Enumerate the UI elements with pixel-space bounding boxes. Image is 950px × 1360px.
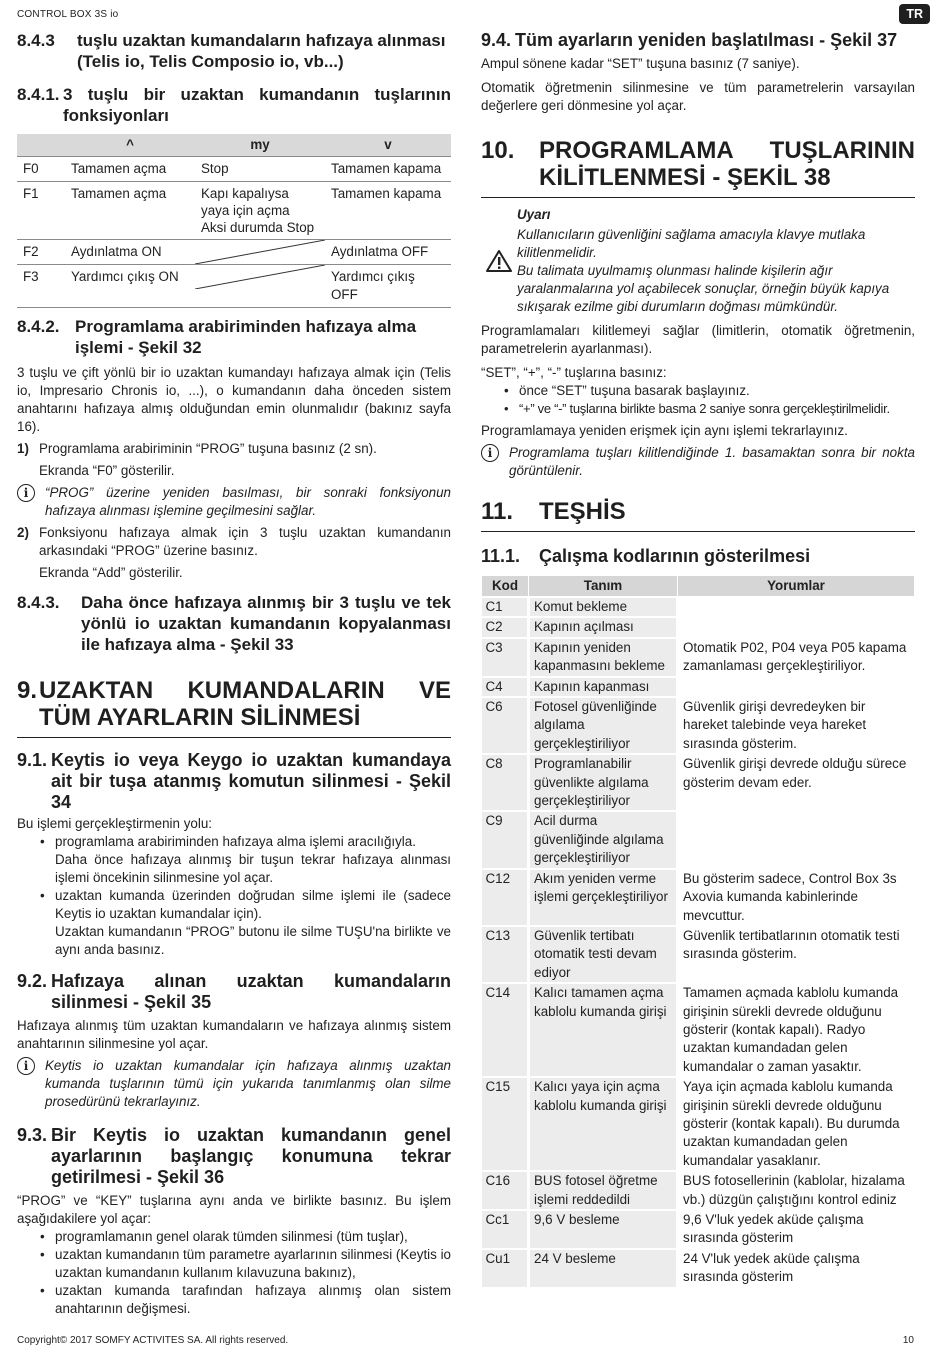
cell-t: 24 V besleme bbox=[529, 1249, 678, 1287]
step-2-result: Ekranda “Add” gösterilir. bbox=[39, 565, 183, 580]
cell-t: Acil durma güvenliğinde algılama gerçekleştiriliyor bbox=[529, 811, 678, 868]
heading-9-3: 9.3. Bir Keytis io uzaktan kumandanın genel ayarlarının başlangıç konumuna tekrar getirilmesi - Şekil 36 bbox=[17, 1125, 451, 1187]
cell-k: Cc1 bbox=[482, 1210, 529, 1249]
cell-t: Kalıcı tamamen açma kablolu kumanda girişi bbox=[529, 983, 678, 1077]
cell-t: 9,6 V besleme bbox=[529, 1210, 678, 1249]
table-row bbox=[482, 1171, 915, 1210]
cell-k: C1 bbox=[482, 597, 529, 617]
copyright: Copyright© 2017 SOMFY ACTIVITES SA. All rights reserved. bbox=[17, 1335, 289, 1346]
cell-c: Yaya için açmada kablolu kumanda girişinin sürekli devrede olduğunu gösterir (kontak kapalı). Bu durumda uzaktan kumandadan gelen kumandalar yasaklanır. bbox=[678, 1077, 915, 1171]
cell-c: BUS fotosellerinin (kablolar, hizalama vb.) düzgün çalıştığını kontrol ediniz bbox=[678, 1171, 915, 1210]
info-note: i Keytis io uzaktan kumandalar için hafızaya alınmış uzaktan kumanda tuşlarının tümü için yukarıda tanımlanmış olan silme prosedürünü tekrarlayınız. bbox=[17, 1057, 451, 1111]
cell-k: C14 bbox=[482, 983, 529, 1077]
paragraph: “PROG” ve “KEY” tuşlarına aynı anda ve birlikte basınız. Bu işlem aşağıdakilere yol açar: bbox=[17, 1193, 451, 1226]
list-item: • uzaktan kumandanın tüm parametre ayarlarının silinmesi (Keytis io uzaktan kumandanın kullanım kılavuzuna bakınız), bbox=[55, 1246, 451, 1282]
table-row bbox=[482, 638, 915, 677]
page-number: 10 bbox=[902, 1335, 914, 1346]
table-row bbox=[482, 811, 915, 868]
info-icon: i bbox=[17, 484, 35, 502]
table-header: v bbox=[325, 134, 451, 157]
bullet-list bbox=[481, 382, 915, 418]
heading-10: 10. PROGRAMLAMA TUŞLARININ KİLİTLENMESİ - ŞEKİL 38 bbox=[481, 137, 915, 198]
cell-t: Programlanabilir güvenlikte algılama gerçekleştiriliyor bbox=[529, 754, 678, 811]
table-row bbox=[482, 754, 915, 811]
heading-8-4-1: 8.4.1. 3 tuşlu bir uzaktan kumandanın tuşlarının fonksiyonları bbox=[17, 85, 451, 125]
table-header: Kod bbox=[482, 576, 529, 598]
list-item-continuation: Uzaktan kumandanın “PROG” butonu ile silme TUŞU'na birlikte ve aynı anda basınız. bbox=[55, 924, 451, 957]
cell-c: Güvenlik girişi devredeyken bir hareket talebinde veya hareket sırasında gösterim. bbox=[678, 697, 915, 754]
cell-c bbox=[678, 597, 915, 617]
info-icon: i bbox=[481, 444, 499, 462]
list-item: • programlama arabiriminden hafızaya alma işlemi aracılığıyla. bbox=[55, 833, 451, 851]
paragraph: Hafızaya alınmış tüm uzaktan kumandaların ve hafızaya alınmış sistem anahtarının silinmesine yol açar. bbox=[17, 1018, 451, 1051]
cell-c bbox=[678, 811, 915, 868]
table-row bbox=[482, 697, 915, 754]
table-row bbox=[482, 617, 915, 637]
cell-k: C3 bbox=[482, 638, 529, 677]
cell-k: C12 bbox=[482, 869, 529, 926]
heading-9-2: 9.2. Hafızaya alınan uzaktan kumandaların silinmesi - Şekil 35 bbox=[17, 971, 451, 1012]
bullet-list bbox=[17, 887, 451, 923]
step-1: 1) Programlama arabiriminin “PROG” tuşuna basınız (2 sn). bbox=[17, 441, 377, 456]
paragraph: 3 tuşlu ve çift yönlü bir io uzaktan kumandayı hafızaya almak için (Telis io, Impresario Chronis io, ...), o kumandanın daha önceden sistem anahtarını hafızaya almış olduğundan emin olunmalıdır (bakınız sayfa 16). bbox=[17, 365, 451, 434]
cell-c: Tamamen açmada kablolu kumanda girişinin sürekli devrede olduğunu gösterir (kontak kapalı). Radyo uzaktan kumandadan gelen kumandalar o zaman yasaktır. bbox=[678, 983, 915, 1077]
heading-11: 11. TEŞHİS bbox=[481, 498, 915, 532]
warning-title: Uyarı bbox=[517, 207, 551, 222]
table-header bbox=[17, 134, 65, 157]
cell-k: C9 bbox=[482, 811, 529, 868]
function-table bbox=[17, 134, 451, 308]
table-row: F3 Yardımcı çıkış ON Yardımcı çıkış OFF bbox=[17, 265, 451, 308]
heading-8-4-3: 8.4.3 tuşlu uzaktan kumandaların hafızaya alınması (Telis io, Telis Composio io, vb...) bbox=[17, 31, 446, 71]
paragraph: Programlamaları kilitlemeyi sağlar (limitlerin, otomatik öğretmenin, parametrelerin ayarlanması). bbox=[481, 323, 915, 356]
table-row: F1 Tamamen açma Kapı kapalıysa yaya için açma Aksi durumda Stop Tamamen kapama bbox=[17, 182, 451, 240]
cell-t: Fotosel güvenliğinde algılama gerçekleştiriliyor bbox=[529, 697, 678, 754]
heading-9-4: 9.4. Tüm ayarların yeniden başlatılması - Şekil 37 bbox=[481, 30, 898, 50]
list-item: • önce “SET” tuşuna basarak başlayınız. bbox=[519, 382, 915, 400]
left-column bbox=[17, 30, 451, 1318]
info-note: i “PROG” üzerine yeniden basılması, bir sonraki fonksiyonun hafızaya alınması işlemine geçilmesini sağlar. bbox=[17, 484, 451, 520]
bullet-list bbox=[17, 833, 451, 851]
step-1-result: Ekranda “F0” gösterilir. bbox=[39, 463, 175, 478]
list-item: • programlamanın genel olarak tümden silinmesi (tüm tuşlar), bbox=[55, 1228, 451, 1246]
bullet-list bbox=[17, 1228, 451, 1318]
table-header: Yorumlar bbox=[678, 576, 915, 598]
warning-line: Kullanıcıların güvenliğini sağlama amacıyla klavye mutlaka kilitlenmelidir. bbox=[517, 227, 866, 260]
heading-8-4-2: 8.4.2. Programlama arabiriminden hafızaya alma işlemi - Şekil 32 bbox=[17, 317, 417, 357]
cell-t: BUS fotosel öğretme işlemi reddedildi bbox=[529, 1171, 678, 1210]
table-row bbox=[482, 983, 915, 1077]
code-table bbox=[481, 575, 915, 1287]
cell-c: 24 V'luk yedek aküde çalışma sırasında gösterim bbox=[678, 1249, 915, 1287]
heading-9: 9. UZAKTAN KUMANDALARIN VE TÜM AYARLARIN SİLİNMESİ bbox=[17, 677, 451, 738]
table-row bbox=[482, 1249, 915, 1287]
cell-k: C4 bbox=[482, 677, 529, 697]
cell-k: C2 bbox=[482, 617, 529, 637]
list-item: • “+” ve “-” tuşlarına birlikte basma 2 saniye sonra gerçekleştirilmelidir. bbox=[519, 400, 915, 418]
paragraph: Programlamaya yeniden erişmek için aynı işlemi tekrarlayınız. bbox=[481, 423, 848, 438]
table-row bbox=[482, 1210, 915, 1249]
info-note: i Programlama tuşları kilitlendiğinde 1. basamaktan sonra bir nokta görüntülenir. bbox=[481, 444, 915, 480]
cell-k: C16 bbox=[482, 1171, 529, 1210]
cell-t: Kapının açılması bbox=[529, 617, 678, 637]
document-title: CONTROL BOX 3S io bbox=[17, 9, 119, 20]
cell-k: C8 bbox=[482, 754, 529, 811]
cell-t: Komut bekleme bbox=[529, 597, 678, 617]
warning-icon bbox=[486, 249, 512, 273]
cell-t: Kapının kapanması bbox=[529, 677, 678, 697]
table-row: F2 Aydınlatma ON Aydınlatma OFF bbox=[17, 240, 451, 265]
paragraph: “SET”, “+”, “-” tuşlarına basınız: bbox=[481, 365, 667, 380]
cell-k: C13 bbox=[482, 926, 529, 983]
table-row bbox=[482, 597, 915, 617]
cell-k: C6 bbox=[482, 697, 529, 754]
cell-k: C15 bbox=[482, 1077, 529, 1171]
cell-c bbox=[678, 677, 915, 697]
table-row bbox=[482, 926, 915, 983]
cell-t: Güvenlik tertibatı otomatik testi devam ediyor bbox=[529, 926, 678, 983]
list-item-continuation: Daha önce hafızaya alınmış bir tuşun tekrar hafızaya alınması işlemi öncekinin silinmesine yol açar. bbox=[55, 852, 451, 885]
cell-k: Cu1 bbox=[482, 1249, 529, 1287]
right-column bbox=[481, 30, 915, 1287]
cell-t: Akım yeniden verme işlemi gerçekleştiriliyor bbox=[529, 869, 678, 926]
language-badge: TR bbox=[899, 4, 930, 24]
step-2: 2) Fonksiyonu hafızaya almak için 3 tuşlu uzaktan kumandanın arkasındaki “PROG” üzerine basınız. bbox=[17, 525, 451, 558]
table-row bbox=[482, 1077, 915, 1171]
paragraph: Bu işlemi gerçekleştirmenin yolu: bbox=[17, 816, 212, 831]
cell-c: Güvenlik tertibatlarının otomatik testi sırasında gösterim. bbox=[678, 926, 915, 983]
heading-9-1: 9.1. Keytis io veya Keygo io uzaktan kumandaya ait bir tuşa atanmış komutun silinmesi - Şekil 34 bbox=[17, 750, 451, 812]
list-item: • uzaktan kumanda üzerinden doğrudan silme işlemi ile (sadece Keytis io uzaktan kumandalar için). bbox=[55, 887, 451, 923]
table-header: Tanım bbox=[529, 576, 678, 598]
list-item: • uzaktan kumanda tarafından hafızaya alınmış olan sistem anahtarının değişmesi. bbox=[55, 1282, 451, 1318]
cell-c: 9,6 V'luk yedek aküde çalışma sırasında gösterim bbox=[678, 1210, 915, 1249]
cell-c: Güvenlik girişi devrede olduğu sürece gösterim devam eder. bbox=[678, 754, 915, 811]
table-header: my bbox=[195, 134, 325, 157]
empty-cell-slash bbox=[195, 265, 325, 308]
table-row bbox=[482, 869, 915, 926]
warning-box bbox=[481, 206, 915, 316]
cell-c: Bu gösterim sadece, Control Box 3s Axovia kumanda kabinlerinde mevcuttur. bbox=[678, 869, 915, 926]
paragraph: Otomatik öğretmenin silinmesine ve tüm parametrelerin varsayılan değerlere geri dönmesine yol açar. bbox=[481, 80, 915, 113]
table-row bbox=[482, 677, 915, 697]
info-icon: i bbox=[17, 1057, 35, 1075]
paragraph: Ampul sönene kadar “SET” tuşuna basınız (7 saniye). bbox=[481, 56, 800, 71]
cell-t: Kapının yeniden kapanmasını bekleme bbox=[529, 638, 678, 677]
warning-line: Bu talimata uyulmamış olunması halinde kişilerin ağır yaralanmalarına yol açabilecek sonuçlar, örneğin büyük kapıya sıkışarak ezilme gibi durumların doğması mümkündür. bbox=[517, 263, 890, 314]
table-row: F0 Tamamen açma Stop Tamamen kapama bbox=[17, 157, 451, 182]
cell-c: Otomatik P02, P04 veya P05 kapama zamanlaması gerçekleştiriliyor. bbox=[678, 638, 915, 677]
cell-t: Kalıcı yaya için açma kablolu kumanda girişi bbox=[529, 1077, 678, 1171]
cell-c bbox=[678, 617, 915, 637]
heading-11-1: 11.1. Çalışma kodlarının gösterilmesi bbox=[481, 546, 811, 566]
heading-8-4-3-copy: 8.4.3. Daha önce hafızaya alınmış bir 3 tuşlu ve tek yönlü io uzaktan kumandanın kopyalanması ile hafızaya alma - Şekil 33 bbox=[17, 593, 451, 654]
empty-cell-slash bbox=[195, 240, 325, 265]
table-header: ^ bbox=[65, 134, 195, 157]
